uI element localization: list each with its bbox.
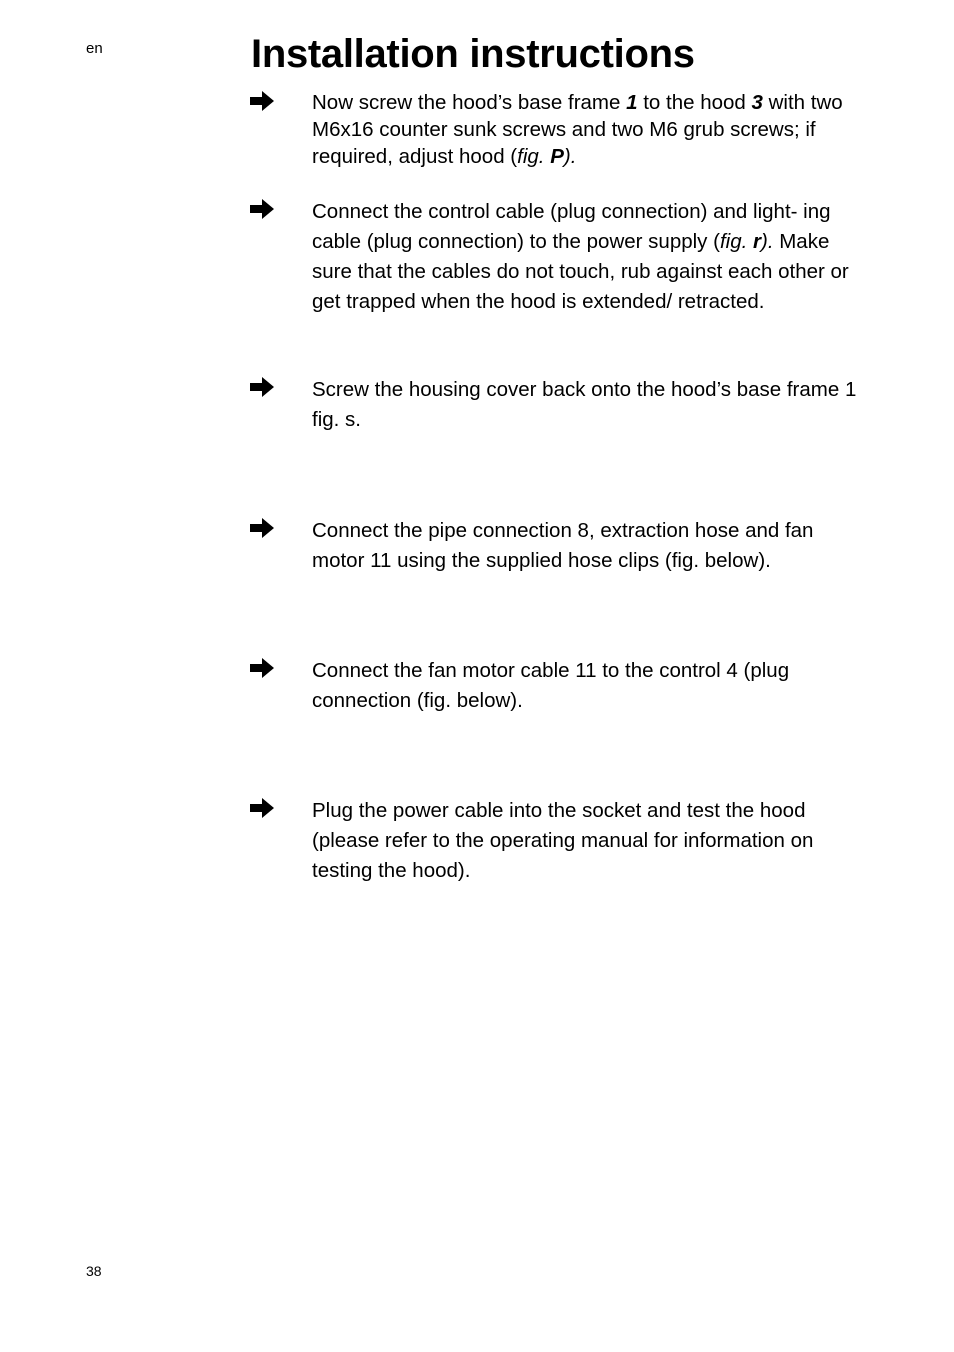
text-run: 3 <box>751 91 763 114</box>
step-text <box>312 197 868 317</box>
page-title: Installation instructions <box>251 32 695 76</box>
step-text: Plug the power cable into the socket and test the hood (please refer to the operating manual for information on testing the hood). <box>312 799 814 882</box>
text-run: Now screw the hood’s base frame <box>312 91 627 114</box>
text-run: fig. <box>719 230 754 253</box>
step-text: Connect the pipe connection 8, extraction hose and fan motor 11 using the supplied hose clips (fig. below). <box>312 519 814 572</box>
arrow-right-icon <box>248 516 276 540</box>
text-run: with two M6x16 counter sunk screws and two M6 grub screws; if required, adjust hood ( <box>312 91 849 168</box>
arrow-right-icon <box>248 89 276 113</box>
step-text: Screw the housing cover back onto the hood’s base frame 1 fig. s. <box>312 378 857 431</box>
text-run: to the hood <box>637 91 752 114</box>
text-run: P <box>550 145 564 168</box>
arrow-right-icon <box>248 197 276 221</box>
page-number: 38 <box>86 1263 102 1279</box>
text-run: ). <box>761 230 774 253</box>
arrow-right-icon <box>248 796 276 820</box>
step-text <box>312 89 868 170</box>
text-run: Make sure that the cables do not touch, rub against each other or get trapped when the hood is extended/ retracted. <box>312 230 855 313</box>
text-run: r <box>753 230 761 253</box>
arrow-right-icon <box>248 375 276 399</box>
arrow-right-icon <box>248 656 276 680</box>
text-run: fig. <box>517 145 551 168</box>
step-text: Connect the fan motor cable 11 to the control 4 (plug connection (fig. below). <box>312 659 790 712</box>
text-run: ). <box>563 145 577 168</box>
text-run: Connect the control cable (plug connection) and light- ing cable (plug connection) to the power supply ( <box>312 200 837 253</box>
text-run: 1 <box>626 91 638 114</box>
language-code: en <box>86 40 103 57</box>
